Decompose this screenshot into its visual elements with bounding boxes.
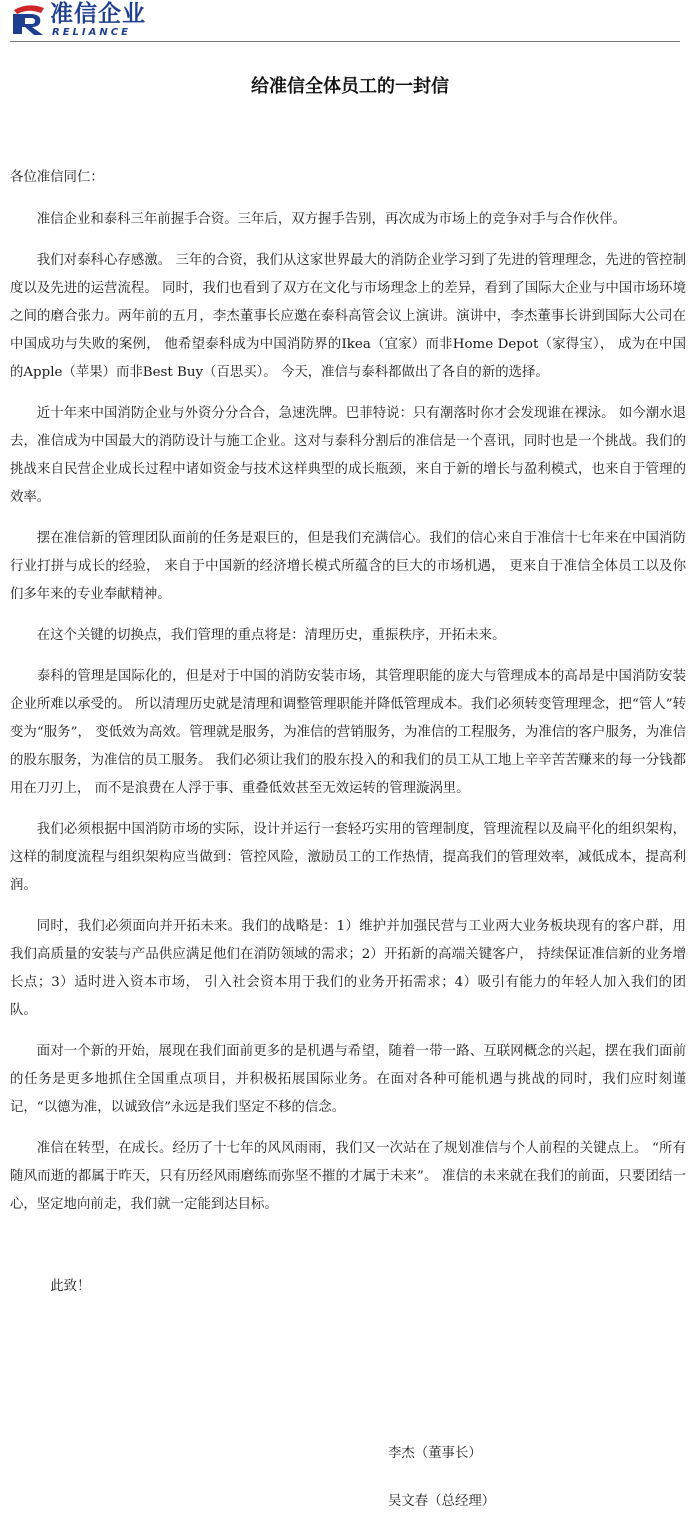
paragraph: 我们对泰科心存感激。 三年的合资，我们从这家世界最大的消防企业学习到了先进的管理理念，先进的管控制度以及先进的运营流程。 同时，我们也看到了双方在文化与市场理念上的差异，看到了国际大企业与中国市场环境之间的磨合张力。两年前的五月，李杰董事长应邀在泰科高管会议上演讲。演讲中，李杰董事长讲到国际大公司在中国成功与失败的案例， 他希望泰科成为中国消防界的Ikea（宜家）而非Home Depot（家得宝）， 成为在中国的Apple（苹果）而非Best Buy（百思买）。 今天，准信与泰科都做出了各自的新的选择。 bbox=[10, 253, 686, 380]
logo-english-name: RELIANCE bbox=[52, 27, 131, 38]
signature-chairman: 李杰（董事长） bbox=[388, 1446, 482, 1461]
signature-general-manager: 吴文春（总经理） bbox=[388, 1494, 496, 1509]
paragraph: 泰科的管理是国际化的，但是对于中国的消防安装市场，其管理职能的庞大与管理成本的高昂是中国消防安装企业所难以承受的。 所以清理历史就是清理和调整管理职能并降低管理成本。我们必须转变管理理念，把“管人”转变为“服务”， 变低效为高效。管理就是服务，为准信的营销服务，为准信的工程服务，为准信的客户服务，为准信的股东服务，为准信的员工服务。 我们必须让我们的股东投入的和我们的员工从工地上辛辛苦苦赚来的每一分钱都用在刀刃上， 而不是浪费在人浮于事、重叠低效甚至无效运转的管理漩涡里。 bbox=[10, 669, 686, 796]
paragraph: 摆在准信新的管理团队面前的任务是艰巨的，但是我们充满信心。我们的信心来自于准信十七年来在中国消防行业打拼与成长的经验， 来自于中国新的经济增长模式所蕴含的巨大的市场机遇， 更来自于准信全体员工以及你们多年来的专业奉献精神。 bbox=[10, 531, 686, 602]
letterhead bbox=[0, 0, 700, 44]
reliance-logo-icon bbox=[10, 4, 48, 38]
salutation: 各位准信同仁： bbox=[10, 170, 104, 185]
letter-title: 给准信全体员工的一封信 bbox=[251, 76, 449, 97]
header-divider bbox=[10, 41, 680, 42]
paragraph: 在这个关键的切换点，我们管理的重点将是：清理历史，重振秩序，开拓未来。 bbox=[36, 628, 506, 643]
paragraph: 同时，我们必须面向并开拓未来。我们的战略是：1）维护并加强民营与工业两大业务板块现有的客户群，用我们高质量的安装与产品供应满足他们在消防领域的需求；2）开拓新的高端关键客户， 持续保证准信新的业务增长点；3）适时进入资本市场， 引入社会资本用于我们的业务开拓需求；4）吸引有能力的年轻人加入我们的团队。 bbox=[10, 919, 686, 1018]
paragraph: 准信企业和泰科三年前握手合资。三年后，双方握手告别，再次成为市场上的竞争对手与合作伙伴。 bbox=[36, 212, 626, 227]
paragraph: 面对一个新的开始，展现在我们面前更多的是机遇与希望，随着一带一路、互联网概念的兴起，摆在我们面前的任务是更多地抓住全国重点项目，并积极拓展国际业务。在面对各种可能机遇与挑战的同时，我们应时刻谨记，“以德为准，以诚致信”永远是我们坚定不移的信念。 bbox=[10, 1044, 686, 1115]
logo-chinese-name: 准信企业 bbox=[50, 1, 146, 27]
closing: 此致！ bbox=[50, 1279, 91, 1294]
paragraph: 近十年来中国消防企业与外资分分合合，急速洗牌。巴菲特说：只有潮落时你才会发现谁在裸泳。 如今潮水退去，准信成为中国最大的消防设计与施工企业。这对与泰科分割后的准信是一个喜讯，同时也是一个挑战。我们的挑战来自民营企业成长过程中诸如资金与技术这样典型的成长瓶颈，来自于新的增长与盈利模式，也来自于管理的效率。 bbox=[10, 406, 686, 505]
signature-block bbox=[388, 1444, 495, 1540]
paragraph: 准信在转型，在成长。经历了十七年的风风雨雨，我们又一次站在了规划准信与个人前程的关键点上。 “所有随风而逝的都属于昨天，只有历经风雨磨练而弥坚不摧的才属于未来”。 准信的未来就在我们的前面，只要团结一心，坚定地向前走，我们就一定能到达目标。 bbox=[10, 1141, 686, 1212]
paragraph: 我们必须根据中国消防市场的实际，设计并运行一套轻巧实用的管理制度，管理流程以及扁平化的组织架构，这样的制度流程与组织架构应当做到：管控风险，激励员工的工作热情，提高我们的管理效率，减低成本，提高利润。 bbox=[10, 822, 686, 893]
letter-body bbox=[10, 164, 686, 1314]
